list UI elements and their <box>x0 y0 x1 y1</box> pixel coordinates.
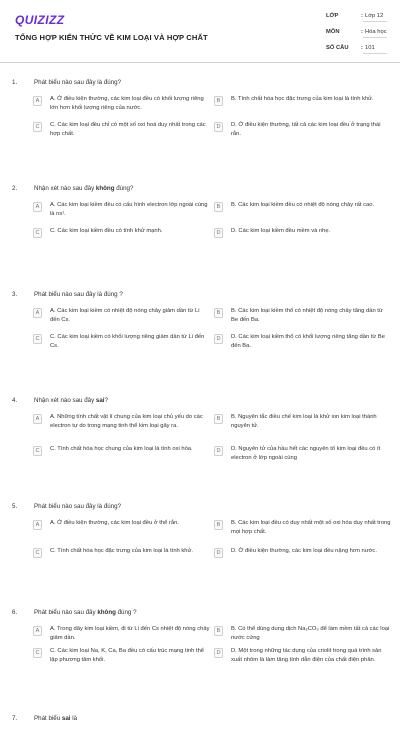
answer-letter-box[interactable]: C <box>33 548 42 558</box>
question-list <box>0 75 400 752</box>
question-4 <box>0 393 400 460</box>
answer-row <box>0 96 400 122</box>
answer-letter-box[interactable]: C <box>33 122 42 132</box>
question-prompt-text: Phát biểu nào sau đây là đúng? <box>34 79 122 86</box>
answer-letter-box[interactable]: C <box>33 334 42 344</box>
answer-letter-box[interactable]: A <box>33 520 42 530</box>
answer-options <box>0 202 400 249</box>
answer-text: C. Các kim loại kiềm có khối lượng riêng giảm dần từ Li đến Cs. <box>50 334 205 349</box>
answer-text: D. Các kim loại kiềm thổ có khối lượng riêng tăng dần từ Be đến Ba. <box>231 334 385 349</box>
answer-letter-box[interactable]: A <box>33 308 42 318</box>
question-prompt-emphasis: sai <box>95 397 105 404</box>
question-prompt <box>34 609 137 616</box>
meta-underline <box>363 53 387 54</box>
question-prompt-emphasis: không <box>95 185 115 192</box>
answer-letter-box[interactable]: D <box>214 334 223 344</box>
answer-text: A. Trong dãy kim loại kiềm, đi từ Li đến Cs nhiệt độ nóng chảy giảm dần. <box>50 626 210 641</box>
question-5 <box>0 499 400 570</box>
answer-letter-box[interactable]: B <box>214 308 223 318</box>
answer-text: B. Có thể dùng dung dịch Na₂CO₃ để làm mềm tất cả các loại nước cứng <box>231 626 390 641</box>
page-title: TỔNG HỢP KIẾN THỨC VỀ KIM LOẠI VÀ HỢP CHẤT <box>15 33 208 42</box>
answer-row <box>0 446 400 460</box>
answer-row <box>0 228 400 249</box>
answer-text: B. Các kim loại đều có duy nhất một số oxi hóa duy nhất trong mọi hợp chất. <box>231 520 391 535</box>
answer-row <box>0 520 400 548</box>
answer-text: C. Tính chất hóa học đặc trưng của kim loại là tính khử. <box>50 548 193 554</box>
question-header <box>0 499 400 513</box>
answer-letter-box[interactable]: B <box>214 202 223 212</box>
answer-letter-box[interactable]: D <box>214 648 223 658</box>
answer-options <box>0 520 400 570</box>
answer-letter-box[interactable]: D <box>214 446 223 456</box>
answer-row <box>0 202 400 228</box>
meta-colon: : <box>361 13 363 19</box>
answer-text: A. Những tính chất vật lí chung của kim loại chủ yếu do các electron tự do trong mạng tinh thể kim loại gây ra. <box>50 414 203 429</box>
answer-text: B. Các kim loại kiềm thổ có nhiệt độ nóng chảy tăng dần từ Be đến Ba. <box>231 308 383 323</box>
answer-text: D. Ở điều kiện thường, các kim loại đều nặng hơn nước. <box>231 548 377 554</box>
question-prompt <box>34 715 77 722</box>
answer-text: C. Tính chất hóa học chung của kim loại là tính oxi hóa. <box>50 446 193 452</box>
answer-text: D. Nguyên tử của hầu hết các nguyên tố kim loại đều có ít electron ở lớp ngoài cùng <box>231 446 381 461</box>
question-prompt-suffix: đúng ? <box>115 609 137 616</box>
question-prompt <box>34 397 108 404</box>
answer-text: B. Tính chất hóa học đặc trưng của kim loại là tính khử. <box>231 96 374 102</box>
meta-underline <box>363 21 387 22</box>
question-header <box>0 711 400 725</box>
answer-row <box>0 548 400 570</box>
question-prompt <box>34 79 121 86</box>
answer-letter-box[interactable]: A <box>33 626 42 636</box>
meta-underline <box>363 37 387 38</box>
answer-text: B. Nguyên tắc điều chế kim loại là khử ion kim loại thành nguyên tử. <box>231 414 377 429</box>
answer-row <box>0 648 400 676</box>
answer-letter-box[interactable]: A <box>33 202 42 212</box>
question-prompt-suffix: ? <box>104 397 108 404</box>
worksheet-header <box>0 0 400 63</box>
question-number: 2. <box>12 185 18 192</box>
question-number: 6. <box>12 609 18 616</box>
question-number: 1. <box>12 79 18 86</box>
answer-text: C. Các kim loại đều chỉ có một số oxi hoá duy nhất trong các hợp chất. <box>50 122 206 137</box>
answer-row <box>0 626 400 648</box>
question-header <box>0 393 400 407</box>
answer-letter-box[interactable]: C <box>33 648 42 658</box>
answer-text: A. Các kim loại kiềm đều có cấu hình electron lớp ngoài cùng là ns¹. <box>50 202 208 217</box>
question-6 <box>0 605 400 676</box>
answer-letter-box[interactable]: B <box>214 96 223 106</box>
meta-row-grade <box>323 8 387 24</box>
question-2 <box>0 181 400 249</box>
answer-letter-box[interactable]: B <box>214 414 223 424</box>
question-prompt-suffix: là <box>70 715 78 722</box>
question-prompt <box>34 185 133 192</box>
question-prompt-text: Phát biểu <box>34 715 62 722</box>
question-prompt <box>34 503 121 510</box>
question-header <box>0 605 400 619</box>
answer-row <box>0 414 400 446</box>
question-header <box>0 287 400 301</box>
answer-letter-box[interactable]: D <box>214 122 223 132</box>
answer-letter-box[interactable]: D <box>214 548 223 558</box>
meta-value: 101 <box>365 45 375 51</box>
meta-value: Hóa học <box>365 29 387 35</box>
question-prompt-emphasis: sai <box>61 715 71 722</box>
answer-row <box>0 122 400 143</box>
question-prompt-emphasis: không <box>97 609 116 616</box>
meta-row-subject <box>323 24 387 40</box>
worksheet-meta <box>323 8 387 56</box>
question-header <box>0 75 400 89</box>
question-number: 7. <box>12 715 18 722</box>
meta-value: Lớp 12 <box>365 13 384 19</box>
answer-row <box>0 308 400 334</box>
answer-text: A. Các kim loại kiềm có nhiệt độ nóng chảy giảm dần từ Li đến Cs. <box>50 308 200 323</box>
answer-options <box>0 308 400 355</box>
meta-colon: : <box>361 45 363 51</box>
question-3 <box>0 287 400 355</box>
question-header <box>0 181 400 195</box>
meta-key: SỐ CÂU <box>326 45 349 51</box>
question-number: 4. <box>12 397 18 404</box>
quizizz-logo: QUIZIZZ <box>15 13 65 27</box>
question-prompt-text: Phát biểu nào sau đây là đúng? <box>34 503 122 510</box>
answer-letter-box[interactable]: C <box>33 446 42 456</box>
answer-letter-box[interactable]: C <box>33 228 42 238</box>
answer-options <box>0 414 400 460</box>
answer-text: A. Ở điều kiện thường, các kim loại đều có khối lượng riêng lớn hơn khối lượng riêng của nước. <box>50 96 204 111</box>
answer-letter-box[interactable]: A <box>33 414 42 424</box>
question-number: 3. <box>12 291 18 298</box>
question-7 <box>0 711 400 725</box>
answer-letter-box[interactable]: B <box>214 520 223 530</box>
answer-letter-box[interactable]: B <box>214 626 223 636</box>
answer-text: C. Các kim loại Na, K, Ca, Ba đều có cấu trúc mạng tinh thể lập phương tâm khối. <box>50 648 205 663</box>
answer-letter-box[interactable]: A <box>33 96 42 106</box>
answer-text: A. Ở điều kiện thường, các kim loại đều ở thể rắn. <box>50 520 179 526</box>
answer-text: D. Ở điều kiện thường, tất cả các kim loại đều ở trạng thái rắn. <box>231 122 381 137</box>
answer-text: B. Các kim loại kiềm đều có nhiệt độ nóng chảy rất cao. <box>231 202 375 208</box>
answer-options <box>0 96 400 143</box>
meta-row-question-count <box>323 40 387 56</box>
answer-text: D. Một trong những tác dụng của criolit trong quá trình sản xuất nhôm là làm tăng tính dẫn điện của chất điện phân. <box>231 648 382 663</box>
question-prompt-text: Nhận xét nào sau đây <box>34 185 96 192</box>
question-prompt-text: Phát biểu nào sau đây là đúng ? <box>34 291 123 298</box>
question-prompt-text: Phát biểu nào sau đây <box>34 609 98 616</box>
meta-colon: : <box>361 29 363 35</box>
question-prompt-suffix: đúng? <box>114 185 134 192</box>
answer-text: C. Các kim loại kiềm đều có tính khử mạnh. <box>50 228 163 234</box>
question-prompt-text: Nhận xét nào sau đây <box>34 397 96 404</box>
question-1 <box>0 75 400 143</box>
meta-key: MÔN <box>326 29 340 35</box>
question-number: 5. <box>12 503 18 510</box>
answer-options <box>0 626 400 676</box>
answer-text: D. Các kim loại kiềm đều mềm và nhẹ. <box>231 228 331 234</box>
answer-row <box>0 334 400 355</box>
question-prompt <box>34 291 123 298</box>
meta-key: LỚP <box>326 13 339 19</box>
answer-letter-box[interactable]: D <box>214 228 223 238</box>
